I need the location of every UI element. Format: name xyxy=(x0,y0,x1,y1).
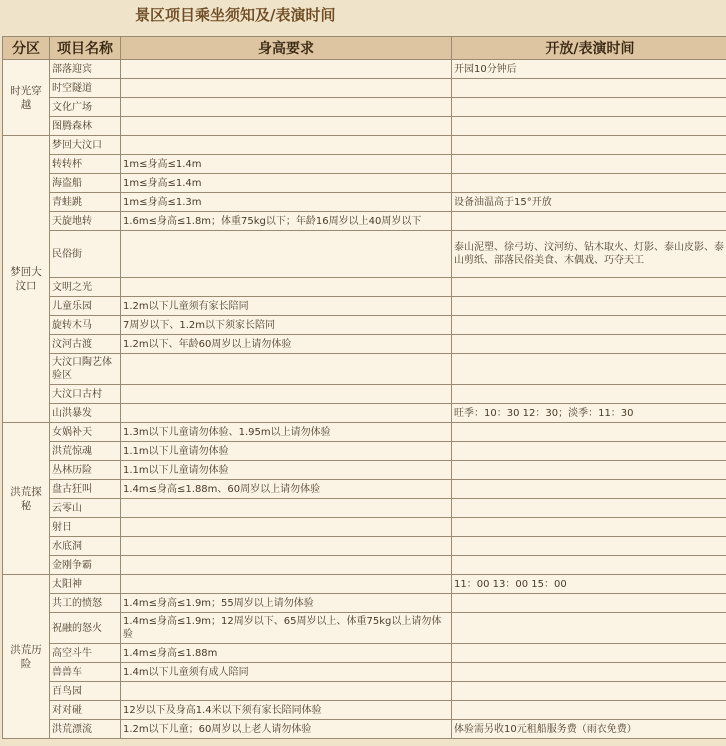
height-requirement-cell xyxy=(121,117,451,135)
item-name-cell: 兽兽车 xyxy=(50,663,120,681)
item-name-cell: 海盗船 xyxy=(50,174,120,192)
table-row xyxy=(3,461,726,479)
height-requirement-cell xyxy=(121,556,451,574)
table-row xyxy=(3,613,726,643)
height-requirement-cell: 1.6m≤身高≤1.8m；体重75kg以下；年龄16周岁以上40周岁以下 xyxy=(121,212,451,230)
open-time-cell xyxy=(452,613,726,643)
attractions-table xyxy=(2,36,726,739)
open-time-cell xyxy=(452,701,726,719)
table-row xyxy=(3,663,726,681)
open-time-cell xyxy=(452,594,726,612)
table-row xyxy=(3,499,726,517)
item-name-cell: 共工的愤怒 xyxy=(50,594,120,612)
height-requirement-cell: 1.1m以下儿童请勿体验 xyxy=(121,442,451,460)
table-row xyxy=(3,174,726,192)
open-time-cell xyxy=(452,423,726,441)
table-row xyxy=(3,480,726,498)
zone-cell: 洪荒探秘 xyxy=(3,423,49,574)
item-name-cell: 梦回大汶口 xyxy=(50,136,120,154)
item-name-cell: 百鸟园 xyxy=(50,682,120,700)
height-requirement-cell xyxy=(121,575,451,593)
open-time-cell xyxy=(452,117,726,135)
item-name-cell: 山洪暴发 xyxy=(50,404,120,422)
table-row xyxy=(3,644,726,662)
height-requirement-cell: 1.4m≤身高≤1.88m xyxy=(121,644,451,662)
item-name-cell: 青蛙跳 xyxy=(50,193,120,211)
open-time-cell xyxy=(452,335,726,353)
item-name-cell: 洪荒漂流 xyxy=(50,720,120,738)
height-requirement-cell: 1m≤身高≤1.3m xyxy=(121,193,451,211)
item-name-cell: 儿童乐园 xyxy=(50,297,120,315)
item-name-cell: 大汶口古村 xyxy=(50,385,120,403)
height-requirement-cell: 1.4m≤身高≤1.9m；55周岁以上请勿体验 xyxy=(121,594,451,612)
table-row xyxy=(3,155,726,173)
zone-cell: 洪荒历险 xyxy=(3,575,49,738)
height-requirement-cell: 12岁以下及身高1.4米以下须有家长陪同体验 xyxy=(121,701,451,719)
height-requirement-cell: 1.1m以下儿童请勿体验 xyxy=(121,461,451,479)
table-row xyxy=(3,720,726,738)
open-time-cell: 开园10分钟后 xyxy=(452,60,726,78)
open-time-cell xyxy=(452,556,726,574)
height-requirement-cell: 1.4m≤身高≤1.9m；12周岁以下、65周岁以上、体重75kg以上请勿体验 xyxy=(121,613,451,643)
table-row xyxy=(3,136,726,154)
table-row xyxy=(3,278,726,296)
table-row xyxy=(3,442,726,460)
header-open-time: 开放/表演时间 xyxy=(452,37,726,59)
item-name-cell: 射日 xyxy=(50,518,120,536)
height-requirement-cell xyxy=(121,518,451,536)
open-time-cell xyxy=(452,518,726,536)
open-time-cell xyxy=(452,385,726,403)
open-time-cell xyxy=(452,136,726,154)
table-row xyxy=(3,60,726,78)
table-row xyxy=(3,212,726,230)
item-name-cell: 文明之光 xyxy=(50,278,120,296)
open-time-cell xyxy=(452,663,726,681)
height-requirement-cell: 1.2m以下儿童；60周岁以上老人请勿体验 xyxy=(121,720,451,738)
height-requirement-cell: 1.4m≤身高≤1.88m、60周岁以上请勿体验 xyxy=(121,480,451,498)
open-time-cell xyxy=(452,174,726,192)
table-row xyxy=(3,518,726,536)
item-name-cell: 高空斗牛 xyxy=(50,644,120,662)
table-row xyxy=(3,335,726,353)
open-time-cell xyxy=(452,442,726,460)
open-time-cell xyxy=(452,682,726,700)
table-row xyxy=(3,423,726,441)
height-requirement-cell xyxy=(121,537,451,555)
height-requirement-cell xyxy=(121,136,451,154)
open-time-cell xyxy=(452,354,726,384)
height-requirement-cell: 1.4m以下儿童须有成人陪同 xyxy=(121,663,451,681)
table-row xyxy=(3,575,726,593)
table-row xyxy=(3,231,726,277)
item-name-cell: 太阳神 xyxy=(50,575,120,593)
item-name-cell: 文化广场 xyxy=(50,98,120,116)
open-time-cell xyxy=(452,155,726,173)
open-time-cell: 泰山泥塑、徐弓坊、汶河纺、钻木取火、灯影、泰山皮影、泰山剪纸、部落民俗美食、木偶戏、巧夺天工 xyxy=(452,231,726,277)
open-time-cell xyxy=(452,537,726,555)
table-header-row xyxy=(3,37,726,59)
table-row xyxy=(3,556,726,574)
zone-cell: 时光穿越 xyxy=(3,60,49,135)
open-time-cell: 体验需另收10元租船服务费（雨衣免费） xyxy=(452,720,726,738)
item-name-cell: 云零山 xyxy=(50,499,120,517)
item-name-cell: 图腾森林 xyxy=(50,117,120,135)
table-row xyxy=(3,385,726,403)
table-row xyxy=(3,594,726,612)
item-name-cell: 天旋地转 xyxy=(50,212,120,230)
item-name-cell: 水底洞 xyxy=(50,537,120,555)
header-height-requirement: 身高要求 xyxy=(121,37,451,59)
table-row xyxy=(3,193,726,211)
open-time-cell xyxy=(452,480,726,498)
item-name-cell: 汶河古渡 xyxy=(50,335,120,353)
zone-cell: 梦回大汶口 xyxy=(3,136,49,422)
table-row xyxy=(3,98,726,116)
open-time-cell xyxy=(452,644,726,662)
table-row xyxy=(3,701,726,719)
open-time-cell xyxy=(452,316,726,334)
height-requirement-cell xyxy=(121,499,451,517)
height-requirement-cell xyxy=(121,682,451,700)
height-requirement-cell xyxy=(121,385,451,403)
height-requirement-cell: 1m≤身高≤1.4m xyxy=(121,174,451,192)
open-time-cell xyxy=(452,297,726,315)
item-name-cell: 转转杯 xyxy=(50,155,120,173)
table-row xyxy=(3,117,726,135)
open-time-cell xyxy=(452,98,726,116)
height-requirement-cell xyxy=(121,79,451,97)
table-row xyxy=(3,79,726,97)
height-requirement-cell: 1.3m以下儿童请勿体验、1.95m以上请勿体验 xyxy=(121,423,451,441)
open-time-cell xyxy=(452,79,726,97)
header-item-name: 项目名称 xyxy=(50,37,120,59)
table-row xyxy=(3,316,726,334)
table-row xyxy=(3,404,726,422)
item-name-cell: 民俗街 xyxy=(50,231,120,277)
height-requirement-cell xyxy=(121,98,451,116)
table-row xyxy=(3,537,726,555)
height-requirement-cell xyxy=(121,354,451,384)
open-time-cell: 11：00 13：00 15：00 xyxy=(452,575,726,593)
height-requirement-cell: 7周岁以下、1.2m以下须家长陪同 xyxy=(121,316,451,334)
item-name-cell: 女娲补天 xyxy=(50,423,120,441)
item-name-cell: 对对碰 xyxy=(50,701,120,719)
item-name-cell: 旋转木马 xyxy=(50,316,120,334)
item-name-cell: 祝融的怒火 xyxy=(50,613,120,643)
height-requirement-cell: 1.2m以下儿童须有家长陪同 xyxy=(121,297,451,315)
item-name-cell: 洪荒惊魂 xyxy=(50,442,120,460)
item-name-cell: 金刚争霸 xyxy=(50,556,120,574)
open-time-cell xyxy=(452,461,726,479)
item-name-cell: 盘古狂叫 xyxy=(50,480,120,498)
height-requirement-cell: 1.2m以下、年龄60周岁以上请勿体验 xyxy=(121,335,451,353)
table-row xyxy=(3,297,726,315)
height-requirement-cell xyxy=(121,404,451,422)
open-time-cell xyxy=(452,278,726,296)
open-time-cell xyxy=(452,499,726,517)
page-title: 景区项目乘坐须知及/表演时间 xyxy=(135,6,336,24)
header-zone: 分区 xyxy=(3,37,49,59)
item-name-cell: 丛林历险 xyxy=(50,461,120,479)
height-requirement-cell: 1m≤身高≤1.4m xyxy=(121,155,451,173)
open-time-cell: 旺季：10：30 12：30；淡季：11：30 xyxy=(452,404,726,422)
item-name-cell: 部落迎宾 xyxy=(50,60,120,78)
height-requirement-cell xyxy=(121,231,451,277)
item-name-cell: 时空隧道 xyxy=(50,79,120,97)
table-row xyxy=(3,682,726,700)
table-row xyxy=(3,354,726,384)
height-requirement-cell xyxy=(121,60,451,78)
open-time-cell xyxy=(452,212,726,230)
table-body xyxy=(3,60,726,738)
height-requirement-cell xyxy=(121,278,451,296)
open-time-cell: 设备油温高于15°开放 xyxy=(452,193,726,211)
item-name-cell: 大汶口陶艺体验区 xyxy=(50,354,120,384)
